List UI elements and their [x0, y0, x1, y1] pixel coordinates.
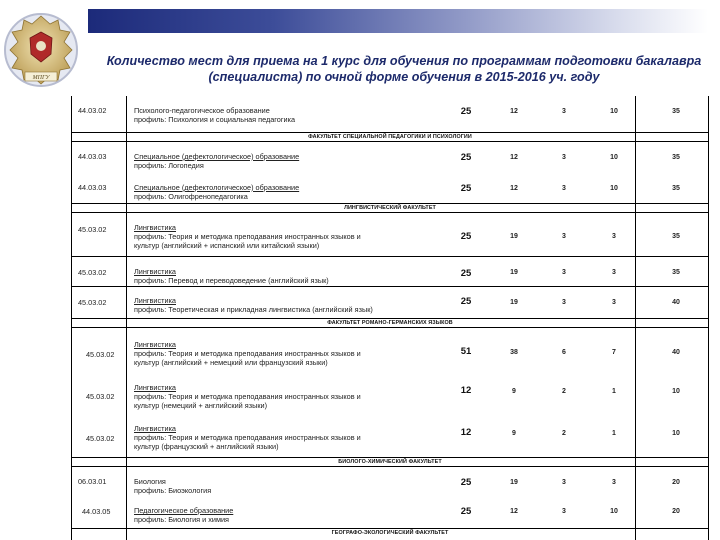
- total-places: 12: [460, 385, 472, 396]
- program-name: Специальное (дефектологическое) образование профиль: Олигофренопедагогика: [134, 183, 300, 201]
- page-title-line1: Количество мест для приема на 1 курс для обучения по программам подготовки бакалавра: [106, 54, 702, 68]
- program-code: 44.03.03: [78, 152, 107, 161]
- program-code: 45.03.02: [86, 392, 115, 401]
- program-name: Лингвистика профиль: Теоретическая и прикладная лингвистика (английский язык): [134, 296, 373, 314]
- program-code: 45.03.02: [78, 225, 107, 234]
- table-row: 44.03.02 Психолого-педагогическое образование профиль: Психология и социальная педагогика 25 12 3 10 35: [78, 106, 680, 124]
- faculty-header: ФАКУЛЬТЕТ РОМАНО-ГЕРМАНСКИХ ЯЗЫКОВ: [72, 318, 708, 327]
- table-row: 45.03.02 Лингвистика профиль: Теория и методика преподавания иностранных языков и культур (английский + немецкий или французский языки) 51 38 6 7 40: [72, 327, 708, 377]
- total-places: 25: [460, 152, 472, 163]
- total-places: 25: [460, 506, 472, 517]
- faculty-header: ГЕОГРАФО-ЭКОЛОГИЧЕСКИЙ ФАКУЛЬТЕТ: [72, 528, 708, 537]
- program-name: Лингвистика профиль: Теория и методика преподавания иностранных языков и культур (английский + испанский или китайский языки): [134, 223, 361, 250]
- table-row: 06.03.01 Биология профиль: Биоэкология 25 19 3 3 20: [72, 466, 708, 498]
- university-emblem-icon: [2, 2, 80, 102]
- total-places: 12: [460, 427, 472, 438]
- program-name: Лингвистика профиль: Теория и методика преподавания иностранных языков и культур (французский + английский языки): [134, 424, 361, 451]
- page-title-line2: (специалиста) по очной форме обучения в 2015-2016 уч. году: [208, 70, 600, 84]
- program-name: Педагогическое образование профиль: Биология и химия: [134, 506, 234, 524]
- header-stripe: [88, 9, 708, 33]
- total-places: 25: [460, 268, 472, 279]
- table-row: 45.03.02 Лингвистика профиль: Перевод и переводоведение (английский язык) 25 19 3 3 35: [72, 256, 708, 286]
- faculty-header: БИОЛОГО-ХИМИЧЕСКИЙ ФАКУЛЬТЕТ: [72, 457, 708, 466]
- program-code: 45.03.02: [78, 298, 107, 307]
- total-places: 25: [460, 296, 472, 307]
- table-row: 44.03.05 Педагогическое образование профиль: Биология и химия 25 12 3 10 20: [82, 506, 680, 524]
- program-code: 44.03.05: [82, 507, 111, 516]
- table-row: 45.03.02 Лингвистика профиль: Теория и методика преподавания иностранных языков и культур (немецкий + английский языки) 12 9 2 1 10: [86, 383, 680, 410]
- table-row: 44.03.03 Специальное (дефектологическое) образование профиль: Олигофренопедагогика 25 12 3 10 35: [78, 183, 680, 201]
- table-row: 44.03.03 Специальное (дефектологическое) образование профиль: Логопедия 25 12 3 10 35: [72, 141, 708, 173]
- total-places: 51: [460, 346, 472, 357]
- total-places: 25: [460, 183, 472, 194]
- program-name: Специальное (дефектологическое) образование профиль: Логопедия: [134, 152, 300, 170]
- logo-text: МПГУ: [32, 75, 50, 81]
- program-name: Лингвистика профиль: Теория и методика преподавания иностранных языков и культур (немецкий + английский языки): [134, 383, 361, 410]
- table-row: 45.03.02 Лингвистика профиль: Теория и методика преподавания иностранных языков и культур (французский + английский языки) 12 9 2 1 10: [86, 424, 680, 451]
- program-name: Лингвистика профиль: Перевод и переводоведение (английский язык): [134, 267, 329, 285]
- program-code: 44.03.02: [78, 106, 107, 115]
- program-name: Биология профиль: Биоэкология: [134, 477, 212, 495]
- program-code: 44.03.03: [78, 183, 107, 192]
- table-row: 45.03.02 Лингвистика профиль: Теория и методика преподавания иностранных языков и культур (английский + испанский или китайский языки) 25 19 3 3 35: [72, 212, 708, 256]
- table-row: 45.03.02 Лингвистика профиль: Теоретическая и прикладная лингвистика (английский язык) 25 19 3 3 40: [72, 286, 708, 318]
- program-name: Лингвистика профиль: Теория и методика преподавания иностранных языков и культур (английский + немецкий или французский языки): [134, 340, 361, 367]
- total-places: 25: [460, 106, 472, 117]
- program-name: Психолого-педагогическое образование профиль: Психология и социальная педагогика: [134, 106, 296, 124]
- total-places: 25: [460, 477, 472, 488]
- program-code: 06.03.01: [78, 477, 107, 486]
- program-code: 45.03.02: [86, 434, 115, 443]
- faculty-header: ФАКУЛЬТЕТ СПЕЦИАЛЬНОЙ ПЕДАГОГИКИ И ПСИХОЛОГИИ: [72, 132, 708, 141]
- program-code: 45.03.02: [86, 350, 115, 359]
- program-code: 45.03.02: [78, 268, 107, 277]
- total-places: 25: [460, 231, 472, 242]
- admission-table: [71, 96, 709, 540]
- faculty-header: ЛИНГВИСТИЧЕСКИЙ ФАКУЛЬТЕТ: [72, 203, 708, 212]
- page-title: [96, 53, 712, 85]
